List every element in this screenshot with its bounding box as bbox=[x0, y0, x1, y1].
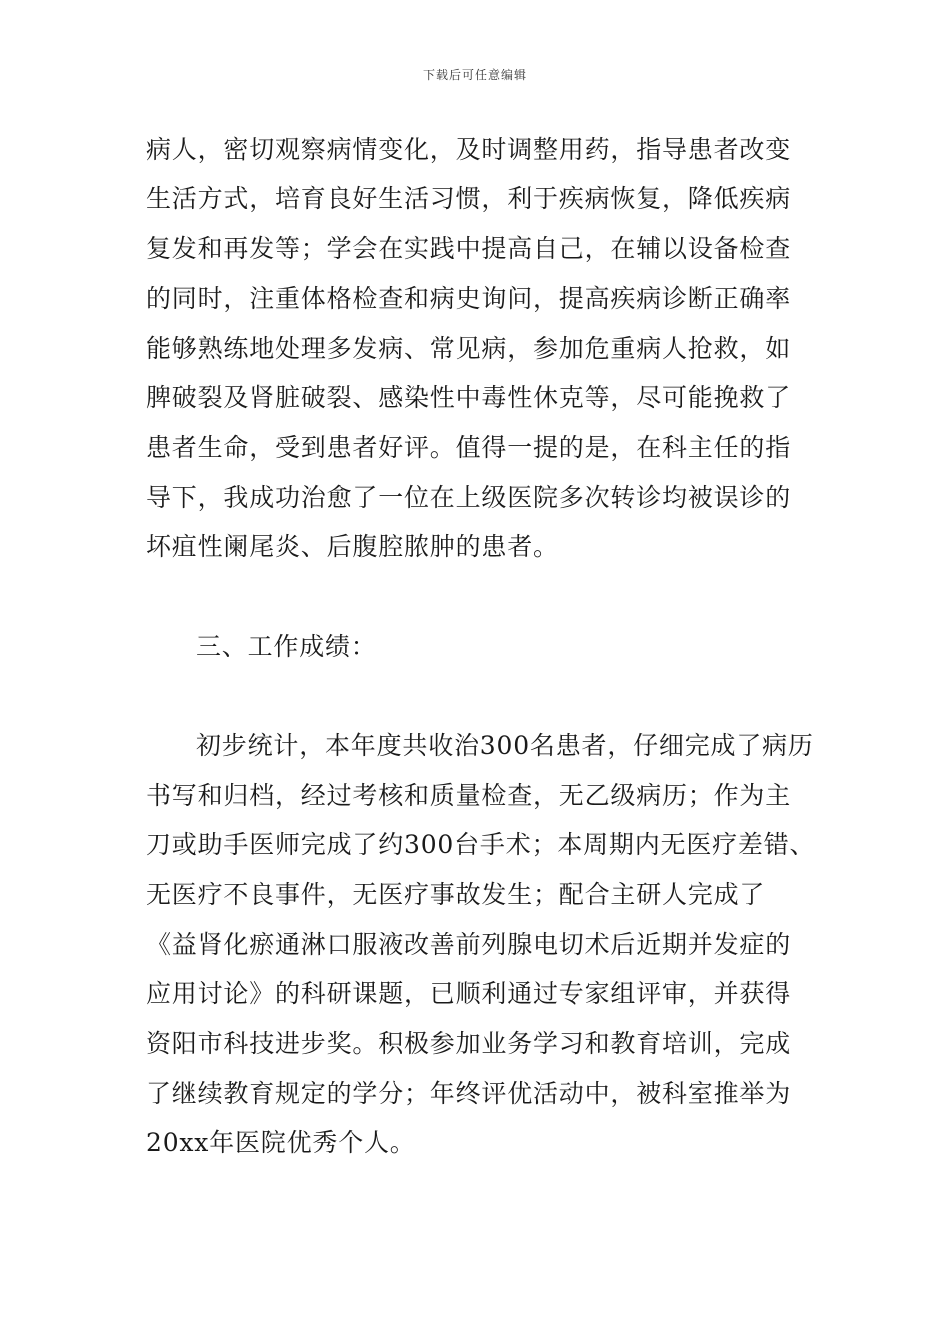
page-header: 下载后可任意编辑 bbox=[422, 68, 527, 82]
text-line: 导下，我成功治愈了一位在上级医院多次转诊均被误诊的 bbox=[146, 483, 792, 512]
text-line: 能够熟练地处理多发病、常见病，参加危重病人抢救，如 bbox=[146, 334, 792, 363]
text-line: 复发和再发等；学会在实践中提高自己，在辅以设备检查 bbox=[146, 234, 792, 263]
text-line: 20xx年医院优秀个人。 bbox=[146, 1128, 416, 1157]
text-line: 的同时，注重体格检查和病史询问，提高疾病诊断正确率 bbox=[146, 284, 792, 313]
text-line: 了继续教育规定的学分；年终评优活动中，被科室推举为 bbox=[146, 1079, 792, 1108]
text-line: 患者生命，受到患者好评。值得一提的是，在科主任的指 bbox=[146, 433, 792, 462]
text-line: 无医疗不良事件，无医疗事故发生；配合主研人完成了 bbox=[146, 880, 766, 909]
text-line: 资阳市科技进步奖。积极参加业务学习和教育培训，完成 bbox=[146, 1029, 792, 1058]
text-line: 《益肾化瘀通淋口服液改善前列腺电切术后近期并发症的 bbox=[146, 930, 792, 959]
text-line: 初步统计，本年度共收治300名患者，仔细完成了病历 bbox=[196, 731, 814, 760]
text-line: 病人，密切观察病情变化，及时调整用药，指导患者改变 bbox=[146, 135, 792, 164]
section-heading: 三、工作成绩： bbox=[196, 632, 377, 661]
text-line: 刀或助手医师完成了约300台手术；本周期内无医疗差错、 bbox=[146, 830, 816, 859]
text-line: 生活方式，培育良好生活习惯，利于疾病恢复，降低疾病 bbox=[146, 184, 792, 213]
text-line: 坏疽性阑尾炎、后腹腔脓肿的患者。 bbox=[146, 532, 559, 561]
text-line: 书写和归档，经过考核和质量检查，无乙级病历；作为主 bbox=[146, 781, 792, 810]
text-line: 脾破裂及肾脏破裂、感染性中毒性休克等，尽可能挽救了 bbox=[146, 383, 792, 412]
text-line: 应用讨论》的科研课题，已顺利通过专家组评审，并获得 bbox=[146, 979, 792, 1008]
